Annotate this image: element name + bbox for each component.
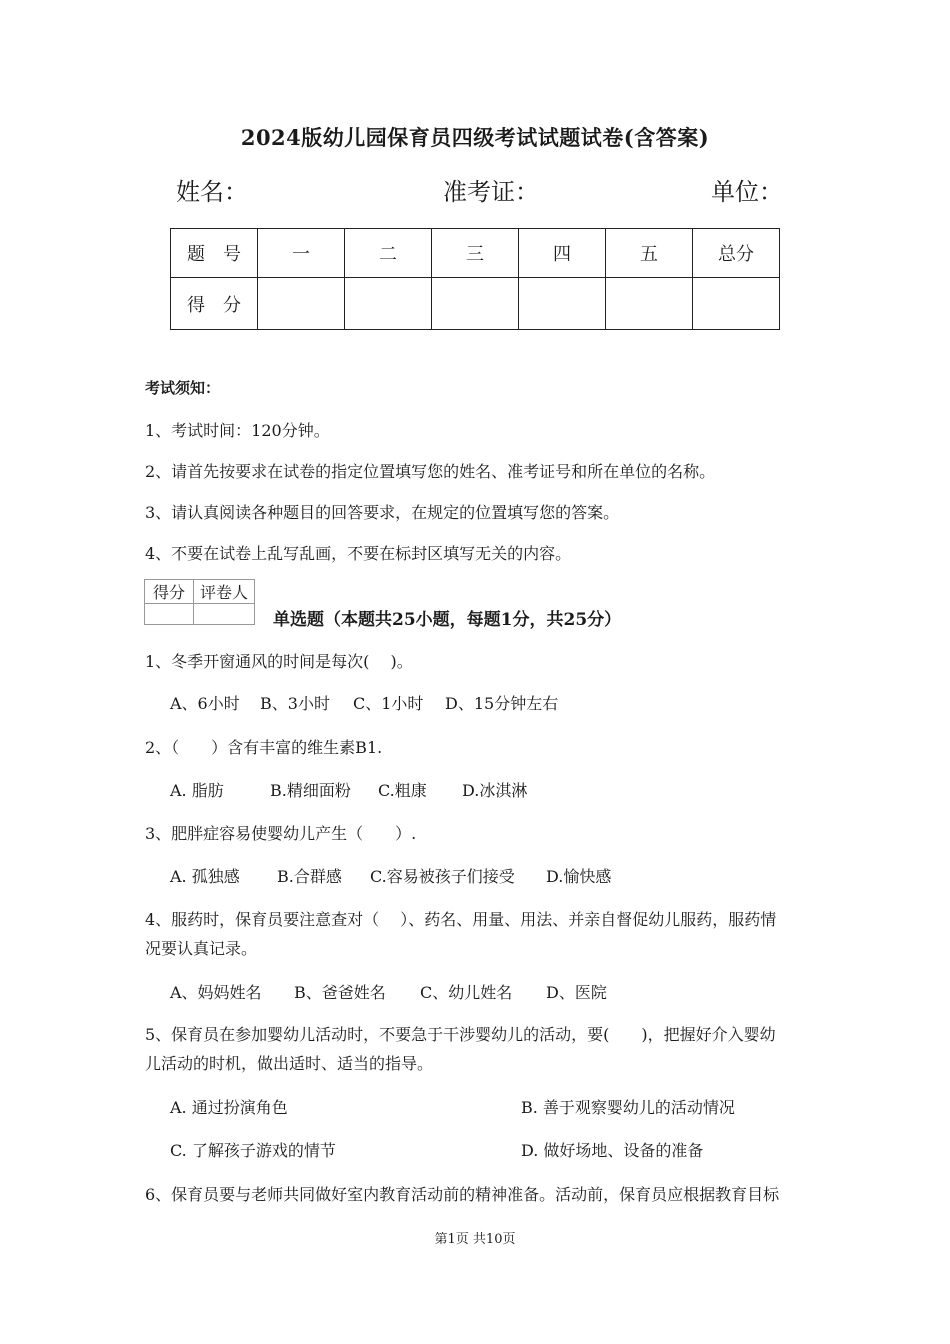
score-table-header-row [171, 229, 780, 278]
header-cell-5: 五 [606, 229, 693, 278]
option-d: D.愉快感 [546, 867, 612, 886]
header-cell-2: 二 [345, 229, 432, 278]
unit-label: 单位： [711, 178, 783, 206]
question-stem: 1、冬季开窗通风的时间是每次( )。 [145, 652, 413, 671]
header-cell-1: 一 [258, 229, 345, 278]
page-footer: 第1页 共10页 [434, 1232, 516, 1247]
score-cell[interactable] [693, 278, 780, 330]
question-stem: 2、（ ）含有丰富的维生素B1. [145, 738, 383, 757]
option-c: C. 了解孩子游戏的情节 [170, 1141, 336, 1160]
option-d: D、15分钟左右 [445, 694, 559, 713]
option-b: B.精细面粉 [270, 781, 351, 800]
grader-box [144, 579, 255, 625]
score-table-score-row [171, 278, 780, 330]
option-a: A. 通过扮演角色 [170, 1098, 288, 1117]
header-cell-total: 总分 [693, 229, 780, 278]
notice-heading: 考试须知： [145, 379, 221, 397]
document-title: 2024版幼儿园保育员四级考试试题试卷(含答案) [240, 125, 710, 150]
exam-id-label: 准考证： [443, 178, 539, 206]
option-c: C.容易被孩子们接受 [370, 867, 515, 886]
question-stem-line-2: 况要认真记录。 [145, 939, 258, 958]
option-a: A、妈妈姓名 [170, 983, 262, 1002]
name-label: 姓名： [176, 178, 248, 206]
notice-item: 3、请认真阅读各种题目的回答要求，在规定的位置填写您的答案。 [145, 503, 620, 522]
score-cell[interactable] [606, 278, 693, 330]
option-b: B、3小时 [260, 694, 330, 713]
question-stem: 3、肥胖症容易使婴幼儿产生（ ）. [145, 824, 417, 843]
score-table [170, 228, 780, 330]
grader-score-cell[interactable] [145, 604, 194, 625]
option-b: B.合群感 [277, 867, 342, 886]
question-stem-line-1: 4、服药时，保育员要注意查对（ ）、药名、用量、用法、并亲自督促幼儿服药，服药情 [145, 910, 777, 929]
option-a: A. 孤独感 [170, 867, 240, 886]
score-cell[interactable] [519, 278, 606, 330]
header-cell-question-number: 题 号 [171, 229, 258, 278]
option-c: C.粗康 [378, 781, 427, 800]
question-stem-line-1: 5、保育员在参加婴幼儿活动时，不要急于干涉婴幼儿的活动，要( )，把握好介入婴幼 [145, 1025, 776, 1044]
grader-header-row [145, 580, 255, 604]
header-cell-4: 四 [519, 229, 606, 278]
score-label-cell: 得 分 [171, 278, 258, 330]
notice-item: 1、考试时间：120分钟。 [145, 421, 330, 440]
option-c: C、幼儿姓名 [420, 983, 513, 1002]
score-cell[interactable] [258, 278, 345, 330]
notice-item: 2、请首先按要求在试卷的指定位置填写您的姓名、准考证号和所在单位的名称。 [145, 462, 716, 481]
option-d: D.冰淇淋 [462, 781, 528, 800]
option-d: D. 做好场地、设备的准备 [521, 1141, 704, 1160]
grader-reviewer-label: 评卷人 [194, 580, 255, 604]
grader-reviewer-cell[interactable] [194, 604, 255, 625]
grader-score-label: 得分 [145, 580, 194, 604]
option-b: B. 善于观察婴幼儿的活动情况 [521, 1098, 735, 1117]
option-b: B、爸爸姓名 [294, 983, 386, 1002]
question-stem-line-2: 儿活动的时机，做出适时、适当的指导。 [145, 1054, 434, 1073]
option-c: C、1小时 [353, 694, 424, 713]
score-cell[interactable] [432, 278, 519, 330]
option-a: A. 脂肪 [170, 781, 224, 800]
notice-item: 4、不要在试卷上乱写乱画，不要在标封区填写无关的内容。 [145, 544, 572, 563]
option-d: D、医院 [546, 983, 607, 1002]
question-stem-line-1: 6、保育员要与老师共同做好室内教育活动前的精神准备。活动前，保育员应根据教育目标 [145, 1185, 780, 1204]
header-cell-3: 三 [432, 229, 519, 278]
option-a: A、6小时 [170, 694, 240, 713]
grader-blank-row [145, 604, 255, 625]
section-title: 单选题（本题共25小题，每题1分，共25分） [273, 610, 622, 630]
score-cell[interactable] [345, 278, 432, 330]
